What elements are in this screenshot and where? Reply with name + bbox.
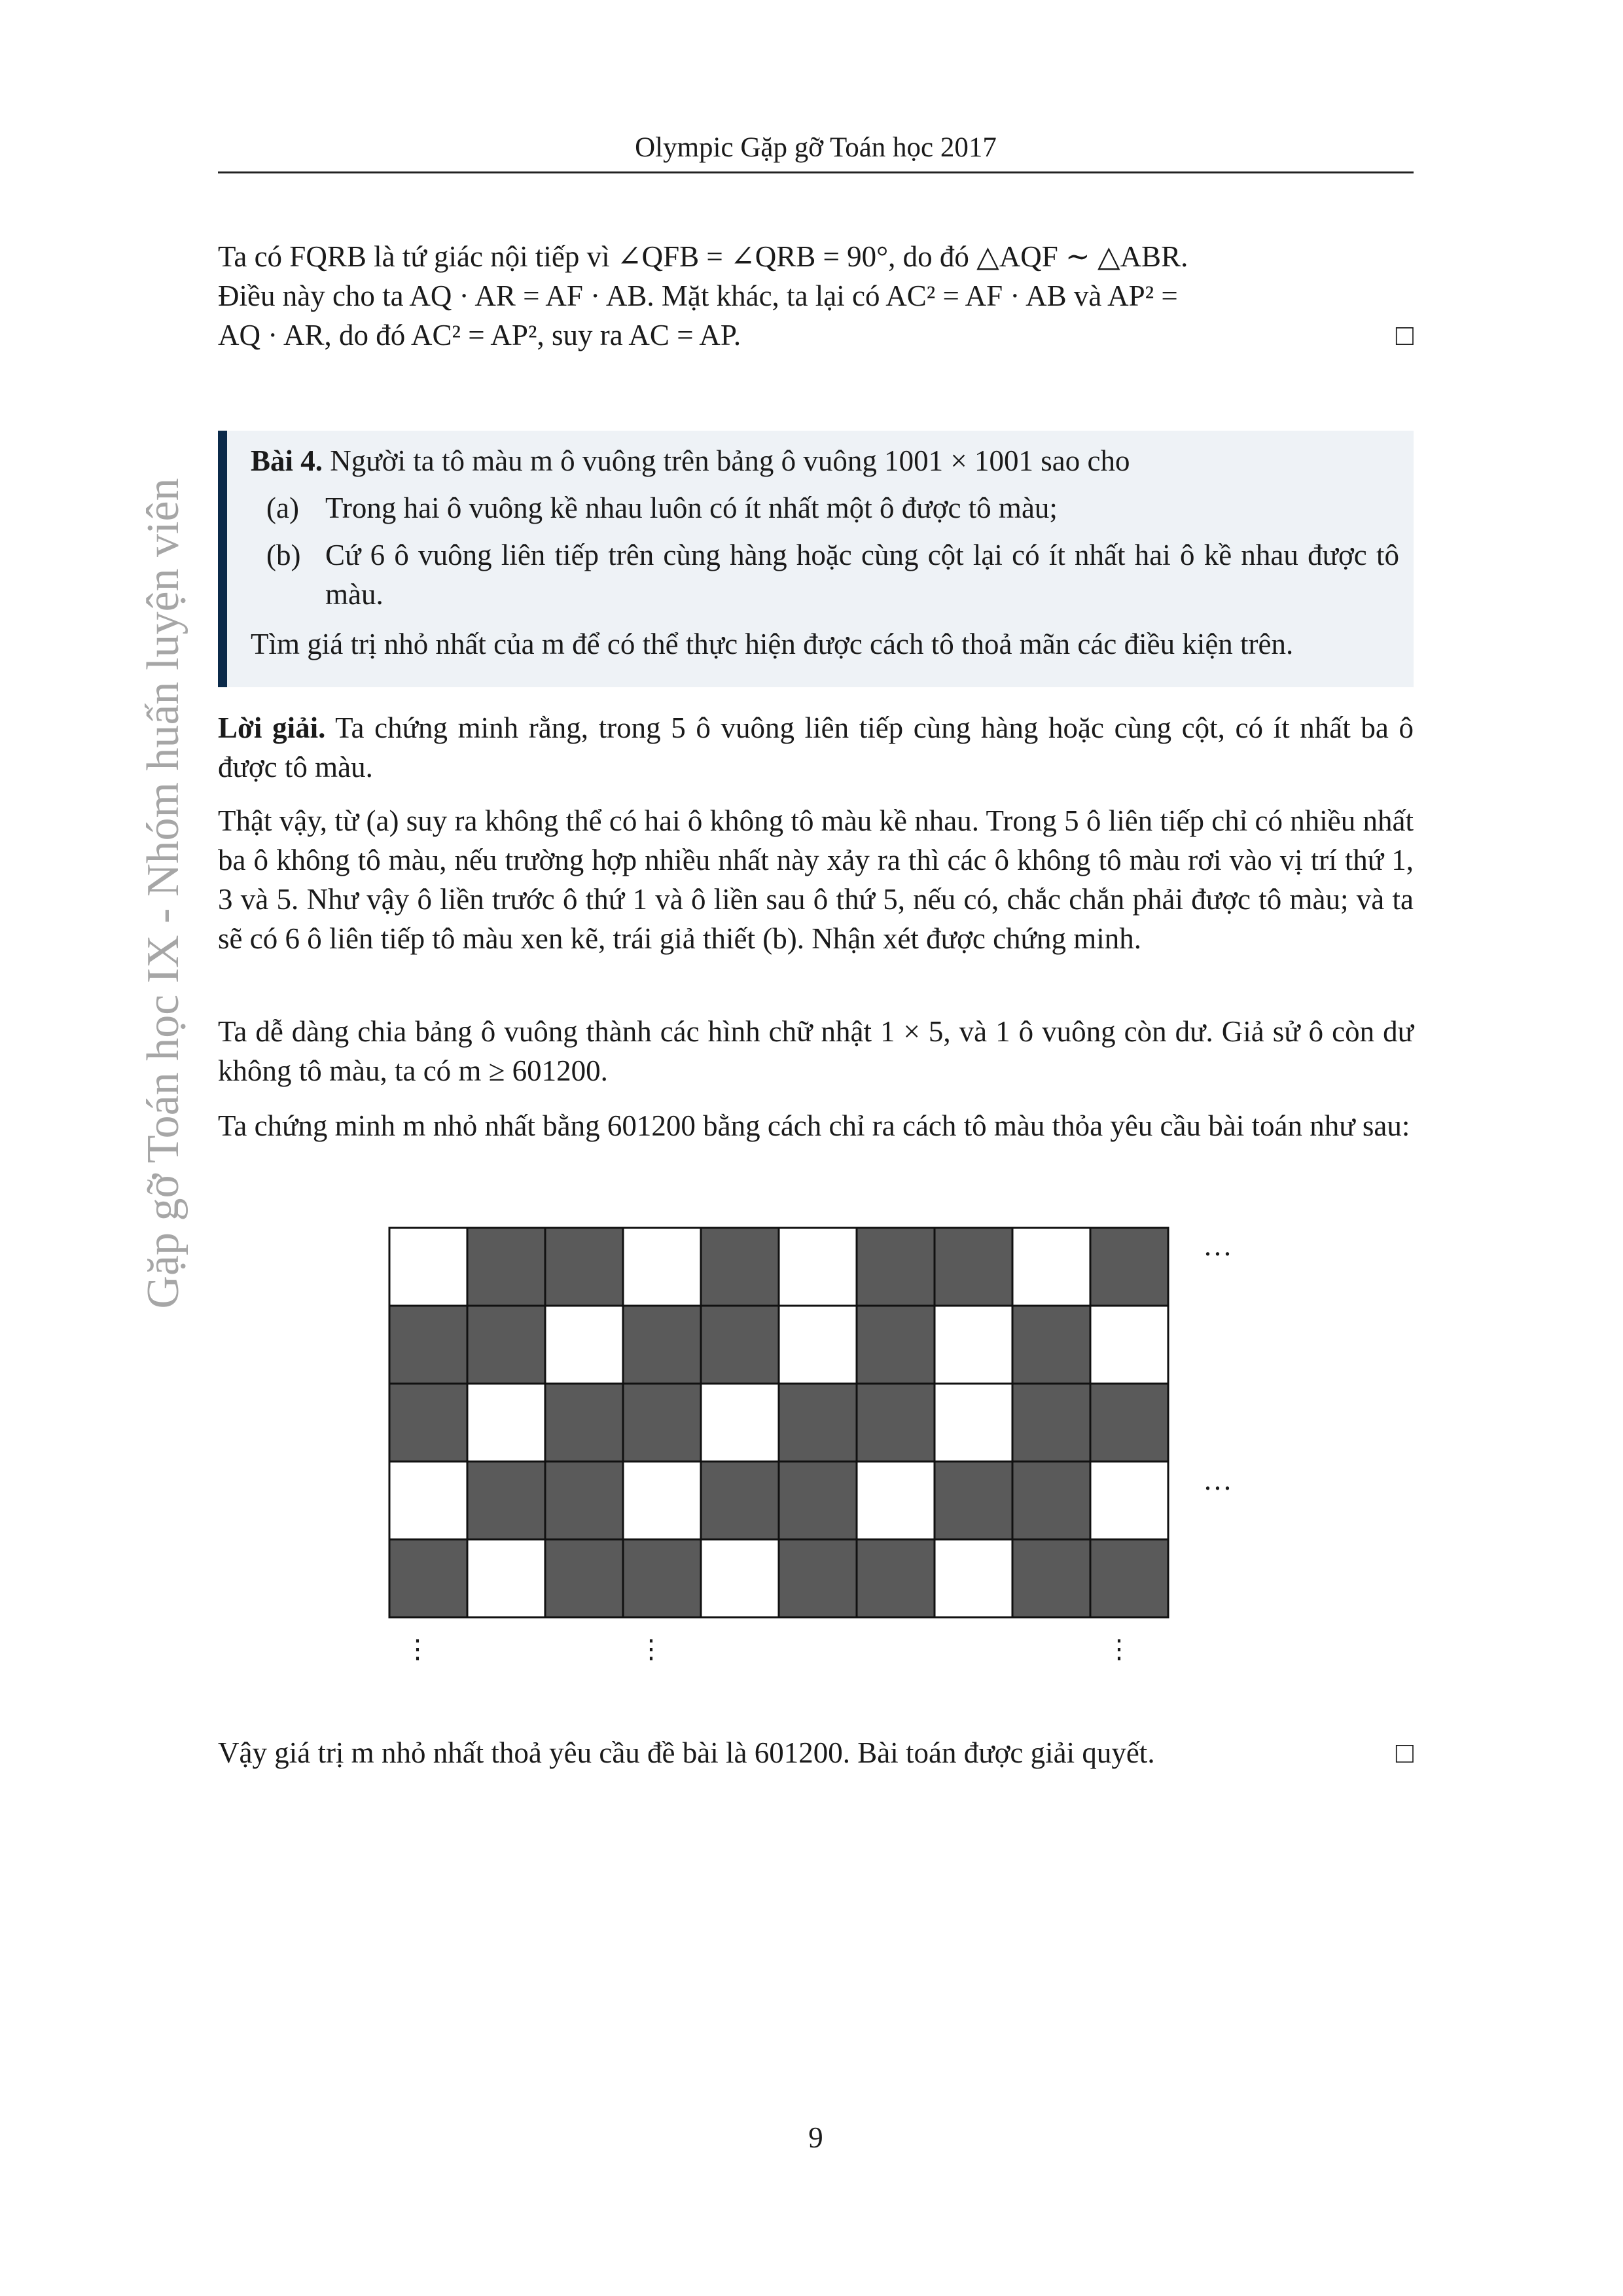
proof-line-1: Ta có FQRB là tứ giác nội tiếp vì ∠QFB = ∠QRB = 90°, do đó △AQF ∼ △ABR.: [218, 240, 1188, 273]
condition-b-label: (b): [266, 539, 301, 571]
grid-cell-r3-c4: [623, 1384, 701, 1462]
grid-cell-r5-c10: [1090, 1539, 1168, 1617]
grid-cell-r1-c3: [545, 1228, 623, 1306]
condition-b-text: Cứ 6 ô vuông liên tiếp trên cùng hàng hoặc cùng cột lại có ít nhất hai ô kề nhau được tô màu.: [325, 539, 1399, 611]
row-continuation-1: ···: [1203, 1238, 1232, 1270]
column-continuation-9: ⋮: [1106, 1634, 1132, 1664]
grid-cell-r2-c8: [935, 1306, 1012, 1384]
problem-statement-text: Người ta tô màu m ô vuông trên bảng ô vuông 1001 × 1001 sao cho: [330, 444, 1130, 477]
grid-cell-r5-c3: [545, 1539, 623, 1617]
grid-cell-r1-c8: [935, 1228, 1012, 1306]
grid-cell-r4-c7: [857, 1462, 935, 1539]
solution-p1-text: Ta chứng minh rằng, trong 5 ô vuông liên tiếp cùng hàng hoặc cùng cột, có ít nhất ba ô được tô màu.: [218, 711, 1414, 783]
grid-cell-r1-c4: [623, 1228, 701, 1306]
grid-cell-r4-c4: [623, 1462, 701, 1539]
condition-a-label: (a): [266, 492, 299, 524]
grid-cell-r2-c3: [545, 1306, 623, 1384]
grid-cell-r3-c8: [935, 1384, 1012, 1462]
grid-cell-r3-c5: [701, 1384, 779, 1462]
grid-cell-r5-c9: [1012, 1539, 1090, 1617]
proof-line-2: Điều này cho ta AQ · AR = AF · AB. Mặt khác, ta lại có AC² = AF · AB và AP² =: [218, 279, 1178, 312]
grid-cell-r1-c9: [1012, 1228, 1090, 1306]
solution-p3: Ta dễ dàng chia bảng ô vuông thành các hình chữ nhật 1 × 5, và 1 ô vuông còn dư. Giả sử ô còn dư không tô màu, ta có m ≥ 601200.: [218, 1015, 1414, 1087]
sidebar-watermark: Gặp gỡ Toán học IX - Nhóm huấn luyện viên: [138, 478, 188, 1309]
row-continuation-4: ···: [1203, 1472, 1232, 1505]
proof-line-3: AQ · AR, do đó AC² = AP², suy ra AC = AP.: [218, 319, 741, 351]
grid-cell-r4-c2: [467, 1462, 545, 1539]
grid-cell-r5-c4: [623, 1539, 701, 1617]
grid-cell-r3-c1: [389, 1384, 467, 1462]
qed-mark: □: [1395, 319, 1414, 351]
grid-cell-r3-c6: [779, 1384, 857, 1462]
grid-cell-r1-c6: [779, 1228, 857, 1306]
grid-cell-r5-c8: [935, 1539, 1012, 1617]
column-continuation-4: ⋮: [638, 1634, 664, 1664]
grid-cell-r4-c10: [1090, 1462, 1168, 1539]
grid-cell-r2-c10: [1090, 1306, 1168, 1384]
grid-cell-r1-c2: [467, 1228, 545, 1306]
grid-cell-r3-c2: [467, 1384, 545, 1462]
grid-cell-r1-c10: [1090, 1228, 1168, 1306]
grid-cell-r4-c3: [545, 1462, 623, 1539]
grid-cell-r3-c7: [857, 1384, 935, 1462]
grid-cell-r2-c1: [389, 1306, 467, 1384]
grid-cell-r2-c7: [857, 1306, 935, 1384]
grid-cell-r1-c7: [857, 1228, 935, 1306]
grid-cell-r1-c1: [389, 1228, 467, 1306]
grid-cell-r5-c2: [467, 1539, 545, 1617]
conclusion-wrap: [218, 1733, 1414, 1772]
grid-cell-r1-c5: [701, 1228, 779, 1306]
grid-cell-r5-c6: [779, 1539, 857, 1617]
problem-label: Bài 4.: [251, 444, 323, 477]
final-qed-mark: □: [1395, 1736, 1414, 1769]
grid-cell-r2-c9: [1012, 1306, 1090, 1384]
problem-question: Tìm giá trị nhỏ nhất của m để có thể thực hiện được cách tô thoả mãn các điều kiện trên.: [251, 628, 1294, 660]
grid-cell-r4-c9: [1012, 1462, 1090, 1539]
conclusion: Vậy giá trị m nhỏ nhất thoả yêu cầu đề bài là 601200. Bài toán được giải quyết.: [218, 1736, 1155, 1769]
condition-a-text: Trong hai ô vuông kề nhau luôn có ít nhất một ô được tô màu;: [325, 492, 1058, 524]
grid-cell-r5-c7: [857, 1539, 935, 1617]
grid-cell-r4-c8: [935, 1462, 1012, 1539]
grid-cell-r4-c1: [389, 1462, 467, 1539]
grid-cell-r5-c1: [389, 1539, 467, 1617]
grid-cell-r3-c10: [1090, 1384, 1168, 1462]
grid-cell-r2-c5: [701, 1306, 779, 1384]
column-continuation-1: ⋮: [404, 1634, 431, 1664]
grid-cell-r3-c9: [1012, 1384, 1090, 1462]
grid-cell-r4-c6: [779, 1462, 857, 1539]
page-number: 9: [808, 2121, 823, 2154]
solution-p2: Thật vậy, từ (a) suy ra không thể có hai ô không tô màu kề nhau. Trong 5 ô liên tiếp chỉ có nhiều nhất ba ô không tô màu, nếu trường hợp nhiều nhất này xảy ra thì các ô không tô màu rơi vào vị trí thứ 1, 3 và 5. Như vậy ô liền trước ô thứ 1 và ô liền sau ô thứ 5, nếu có, chắc chắn phải được tô màu; và ta sẽ có 6 ô liên tiếp tô màu xen kẽ, trái giả thiết (b). Nhận xét được chứng minh.: [218, 804, 1414, 955]
running-header: Olympic Gặp gỡ Toán học 2017: [635, 132, 997, 163]
grid-cell-r2-c6: [779, 1306, 857, 1384]
solution-label: Lời giải.: [218, 711, 326, 744]
grid-cell-r3-c3: [545, 1384, 623, 1462]
grid-cell-r2-c2: [467, 1306, 545, 1384]
grid-cell-r5-c5: [701, 1539, 779, 1617]
grid-cell-r2-c4: [623, 1306, 701, 1384]
grid-cell-r4-c5: [701, 1462, 779, 1539]
solution-p4: Ta chứng minh m nhỏ nhất bằng 601200 bằng cách chỉ ra cách tô màu thỏa yêu cầu bài toán như sau:: [218, 1109, 1410, 1142]
